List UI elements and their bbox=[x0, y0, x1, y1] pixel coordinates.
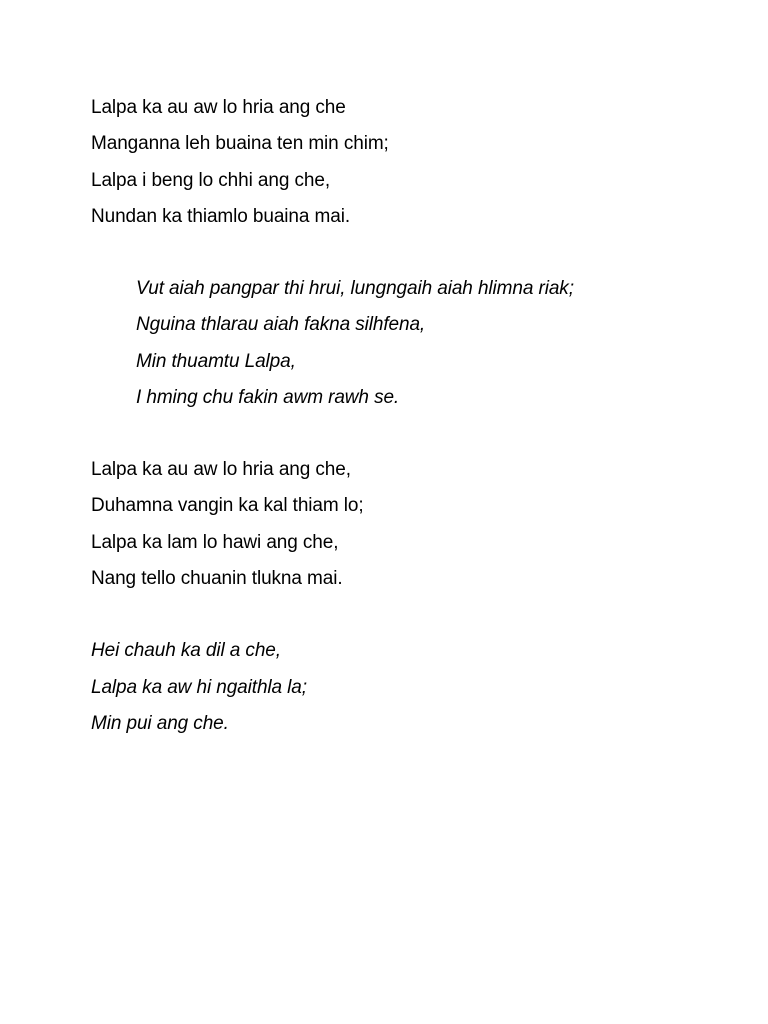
verse-line: Lalpa i beng lo chhi ang che, bbox=[91, 170, 331, 191]
chorus-line: Min thuamtu Lalpa, bbox=[136, 351, 296, 372]
verse-line: Duhamna vangin ka kal thiam lo; bbox=[91, 495, 364, 516]
verse-line: Nang tello chuanin tlukna mai. bbox=[91, 568, 343, 589]
verse-line: Lalpa ka au aw lo hria ang che bbox=[91, 97, 346, 118]
closing-line: Lalpa ka aw hi ngaithla la; bbox=[91, 677, 307, 698]
verse-line: Lalpa ka lam lo hawi ang che, bbox=[91, 532, 339, 553]
verse-line: Lalpa ka au aw lo hria ang che, bbox=[91, 459, 351, 480]
chorus-line: Vut aiah pangpar thi hrui, lungngaih aiah hlimna riak; bbox=[136, 278, 574, 299]
verse-line: Nundan ka thiamlo buaina mai. bbox=[91, 206, 351, 227]
chorus-line: I hming chu fakin awm rawh se. bbox=[136, 387, 400, 408]
closing-line: Min pui ang che. bbox=[91, 713, 229, 734]
closing-line: Hei chauh ka dil a che, bbox=[91, 640, 281, 661]
chorus-line: Nguina thlarau aiah fakna silhfena, bbox=[136, 314, 426, 335]
verse-line: Manganna leh buaina ten min chim; bbox=[91, 133, 389, 154]
